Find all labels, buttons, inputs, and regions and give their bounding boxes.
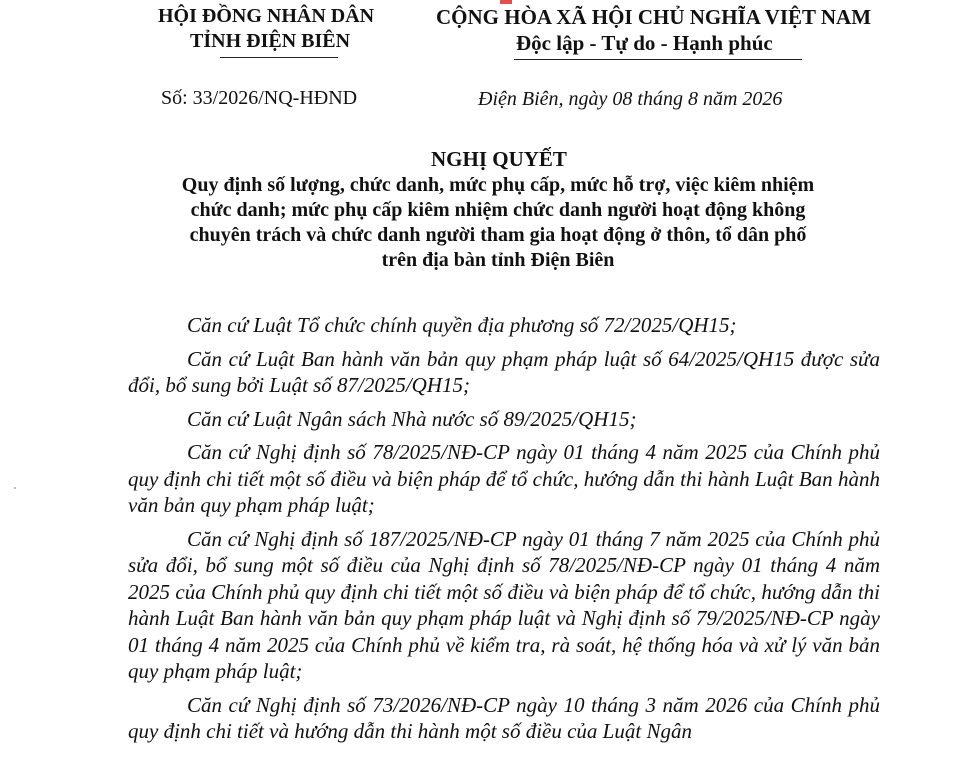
legal-basis-paragraph: Căn cứ Nghị định số 187/2025/NĐ-CP ngày 01 tháng 7 năm 2025 của Chính phủ sửa đổi, bổ sung một số điều của Nghị định số 78/2025/NĐ-CP ngày 01 tháng 4 năm 2025 của Chính phủ quy định chi tiết một số điều và biện pháp để tổ chức, hướng dẫn thi hành Luật Ban hành văn bản quy phạm pháp luật và Nghị định số 79/2025/NĐ-CP ngày 01 tháng 4 năm 2025 của Chính phủ về kiểm tra, rà soát, hệ thống hóa và xử lý văn bản quy phạm pháp luật; — [128, 526, 880, 683]
national-title: CỘNG HÒA XÃ HỘI CHỦ NGHĨA VIỆT NAM — [436, 5, 872, 29]
motto-underline — [514, 59, 802, 60]
title-line: chuyên trách và chức danh người tham gia hoạt động ở thôn, tổ dân phố — [189, 224, 807, 246]
national-motto: Độc lập - Tự do - Hạnh phúc — [516, 31, 773, 55]
legal-basis-paragraph: Căn cứ Nghị định số 73/2026/NĐ-CP ngày 10 tháng 3 năm 2026 của Chính phủ quy định chi tiết và hướng dẫn thi hành một số điều của Luật Ngân — [128, 692, 880, 743]
stamp-fragment — [500, 0, 512, 4]
place-and-date: Điện Biên, ngày 08 tháng 8 năm 2026 — [478, 88, 783, 110]
legal-basis-paragraph: Căn cứ Nghị định số 78/2025/NĐ-CP ngày 01 tháng 4 năm 2025 của Chính phủ quy định chi tiết một số điều và biện pháp để tổ chức, hướng dẫn thi hành Luật Ban hành văn bản quy phạm pháp luật; — [128, 440, 880, 517]
title-line: trên địa bàn tỉnh Điện Biên — [381, 249, 615, 271]
document-type: NGHỊ QUYẾT — [431, 147, 567, 171]
legal-basis — [128, 312, 880, 752]
org-underline — [220, 57, 338, 58]
issuing-organization: HỘI ĐỒNG NHÂN DÂN — [158, 5, 375, 27]
issuing-province: TỈNH ĐIỆN BIÊN — [190, 30, 351, 52]
document-number: Số: 33/2026/NQ-HĐND — [161, 87, 358, 109]
legal-basis-paragraph: Căn cứ Luật Ngân sách Nhà nước số 89/2025/QH15; — [187, 406, 637, 431]
legal-basis-paragraph: Căn cứ Luật Ban hành văn bản quy phạm pháp luật số 64/2025/QH15 được sửa đổi, bổ sung bởi Luật số 87/2025/QH15; — [128, 346, 880, 397]
title-line: Quy định số lượng, chức danh, mức phụ cấp, mức hỗ trợ, việc kiêm nhiệm — [181, 174, 815, 196]
title-line: chức danh; mức phụ cấp kiêm nhiệm chức danh người hoạt động không — [190, 199, 806, 221]
scan-speck — [14, 487, 16, 489]
document-title — [128, 173, 868, 273]
legal-basis-paragraph: Căn cứ Luật Tổ chức chính quyền địa phương số 72/2025/QH15; — [187, 313, 737, 337]
